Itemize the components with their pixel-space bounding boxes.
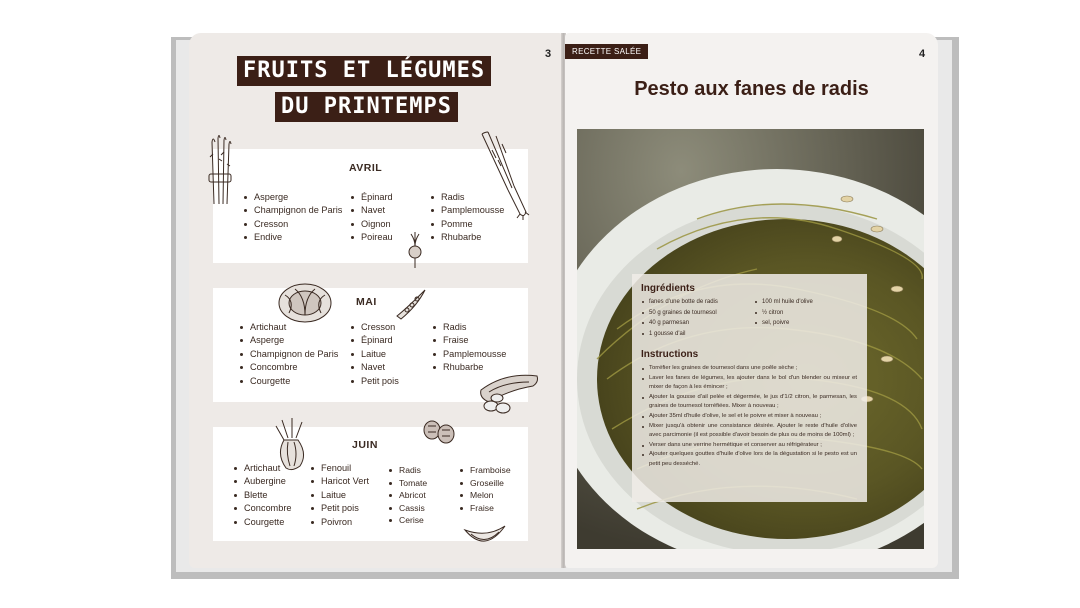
list-item: Fraise [433, 334, 506, 347]
list-item: Navet [351, 204, 393, 217]
list-item: Oignon [351, 218, 393, 231]
list-item: Concombre [240, 361, 338, 374]
list-item: Rhubarbe [433, 361, 506, 374]
list-item: Poireau [351, 231, 393, 244]
list-item: Cresson [351, 321, 399, 334]
juin-column-1 [234, 462, 292, 529]
ingredient-item: 40 g parmesan [641, 318, 718, 329]
list-item: Melon [460, 489, 511, 502]
ingredient-item: 100 ml huile d'olive [754, 297, 813, 308]
list-item: Artichaut [234, 462, 292, 475]
list-item: Courgette [240, 375, 338, 388]
list-item: Haricot Vert [311, 475, 369, 488]
mai-title: MAI [356, 296, 377, 308]
list-item: Tomate [389, 477, 427, 490]
page-title-line-2: DU PRINTEMPS [275, 92, 458, 122]
recipe-category-tag: RECETTE SALÉE [565, 44, 648, 59]
cabbage-icon [275, 281, 335, 325]
list-item: Radis [431, 191, 504, 204]
list-item: Cerise [389, 514, 427, 527]
juin-title: JUIN [352, 439, 378, 451]
ingredient-item: fanes d'une botte de radis [641, 297, 718, 308]
list-item: Épinard [351, 334, 399, 347]
instruction-step: Mixer jusqu'à obtenir une consistance désirée. Ajouter le reste d'huile d'olive avec parcimonie (il est possible d'avoir besoin de plus ou de moins de 100ml) ; [641, 422, 857, 441]
fennel-icon [272, 418, 310, 472]
cucumber-icon [475, 368, 543, 414]
list-item: Rhubarbe [431, 231, 504, 244]
list-item: Champignon de Paris [240, 348, 338, 361]
instruction-step: Ajouter la gousse d'ail pelée et dégermée, le jus d'1/2 citron, le parmesan, les graines de tournesol torréfiées. Mixer à nouveau ; [641, 393, 857, 412]
list-item: Blette [234, 489, 292, 502]
pea-pod-icon [393, 286, 429, 322]
juin-column-2 [311, 462, 369, 529]
mai-column-3 [433, 321, 506, 375]
list-item: Petit pois [351, 375, 399, 388]
leek-icon [478, 130, 530, 220]
list-item: Pamplemousse [431, 204, 504, 217]
juin-column-3 [389, 464, 427, 527]
recipe-title: Pesto aux fanes de radis [634, 78, 869, 100]
instruction-step: Torréfier les graines de tournesol dans une poêle sèche ; [641, 364, 857, 374]
juin-column-4 [460, 464, 511, 514]
radish-icon [403, 232, 427, 268]
ingredient-item: sel, poivre [754, 318, 813, 329]
raspberry-icon [420, 416, 456, 446]
melon-slice-icon [463, 524, 507, 550]
list-item: Abricot [389, 489, 427, 502]
list-item: Aubergine [234, 475, 292, 488]
list-item: Champignon de Paris [244, 204, 342, 217]
ingredient-item: ½ citron [754, 308, 813, 319]
ingredients-title: Ingrédients [641, 283, 695, 294]
page-number-left: 3 [545, 48, 552, 60]
list-item: Navet [351, 361, 399, 374]
instruction-step: Ajouter quelques gouttes d'huile d'olive lors de la dégustation si le pesto est un petit peu desséché. [641, 450, 857, 469]
instructions-list [641, 364, 857, 470]
avril-column-1 [244, 191, 342, 245]
list-item: Fraise [460, 502, 511, 515]
ingredients-list-2 [754, 297, 813, 329]
list-item: Concombre [234, 502, 292, 515]
list-item: Poivron [311, 516, 369, 529]
list-item: Épinard [351, 191, 393, 204]
list-item: Endive [244, 231, 342, 244]
list-item: Artichaut [240, 321, 338, 334]
list-item: Asperge [244, 191, 342, 204]
ingredient-item: 50 g graines de tournesol [641, 308, 718, 319]
list-item: Laitue [351, 348, 399, 361]
ingredient-item: 1 gousse d'ail [641, 329, 718, 340]
list-item: Courgette [234, 516, 292, 529]
list-item: Fenouil [311, 462, 369, 475]
avril-column-2 [351, 191, 393, 245]
list-item: Pamplemousse [433, 348, 506, 361]
mai-column-1 [240, 321, 338, 388]
list-item: Groseille [460, 477, 511, 490]
page-title-line-1: FRUITS ET LÉGUMES [237, 56, 491, 86]
list-item: Cresson [244, 218, 342, 231]
list-item: Framboise [460, 464, 511, 477]
asparagus-icon [200, 134, 240, 208]
mai-column-2 [351, 321, 399, 388]
instruction-step: Laver les fanes de légumes, les ajouter dans le bol d'un blender ou mixeur et mixer de façon à les émincer ; [641, 374, 857, 393]
list-item: Radis [433, 321, 506, 334]
list-item: Asperge [240, 334, 338, 347]
instruction-step: Ajouter 35ml d'huile d'olive, le sel et le poivre et mixer à nouveau ; [641, 412, 857, 422]
list-item: Pomme [431, 218, 504, 231]
page-number-right: 4 [919, 48, 926, 60]
list-item: Cassis [389, 502, 427, 515]
instruction-step: Verser dans une verrine hermétique et conserver au réfrigérateur ; [641, 441, 857, 451]
avril-title: AVRIL [349, 162, 383, 174]
list-item: Radis [389, 464, 427, 477]
list-item: Petit pois [311, 502, 369, 515]
instructions-title: Instructions [641, 349, 699, 360]
list-item: Laitue [311, 489, 369, 502]
ingredients-list-1 [641, 297, 718, 339]
